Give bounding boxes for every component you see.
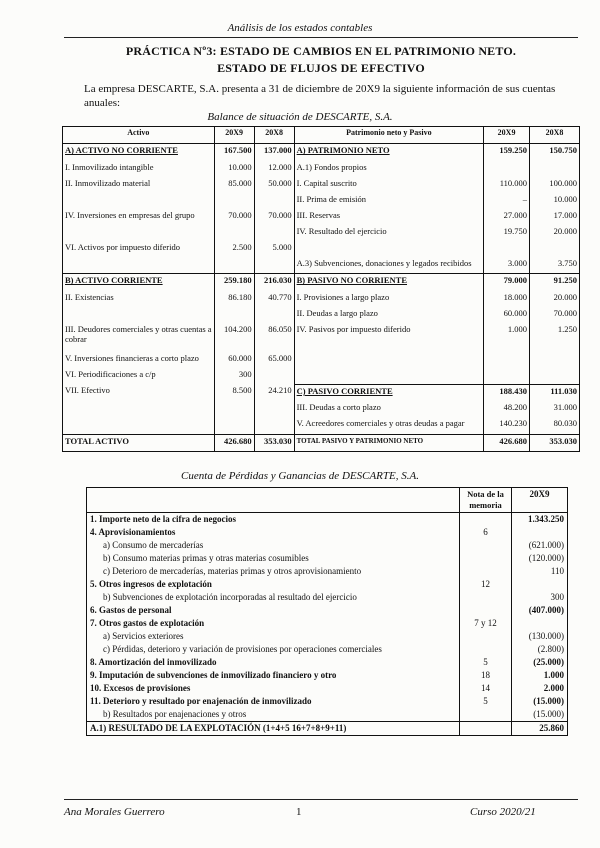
balance-activo-20x9: 70.000: [214, 209, 254, 225]
balance-row: [63, 144, 580, 161]
balance-activo-label: A) ACTIVO NO CORRIENTE: [63, 144, 215, 161]
pyg-row: [87, 695, 568, 708]
pyg-row: [87, 604, 568, 617]
balance-activo-label: [63, 225, 215, 241]
balance-pasivo-20x9: 60.000: [484, 307, 530, 323]
balance-activo-label: IV. Inversiones en empresas del grupo: [63, 209, 215, 225]
balance-row: [63, 161, 580, 177]
pyg-value: (621.000): [528, 540, 564, 550]
pyg-value: (407.000): [528, 605, 564, 615]
pyg-row: [87, 513, 568, 527]
balance-activo-label: [63, 417, 215, 434]
pyg-value: 1.343.250: [528, 514, 564, 524]
balance-activo-20x9: 10.000: [214, 161, 254, 177]
balance-caption: Balance de situación de DESCARTE, S.A.: [207, 111, 393, 123]
pyg-value: [512, 578, 568, 591]
balance-activo-20x9: 2.500: [214, 241, 254, 257]
pyg-row: [87, 669, 568, 682]
balance-activo-20x9: [214, 401, 254, 417]
total-activo-20x9: 426.680: [214, 434, 254, 451]
balance-activo-20x8: 24.210: [254, 384, 294, 401]
header-rule: [64, 37, 578, 38]
balance-activo-label: V. Inversiones financieras a corto plazo: [63, 352, 215, 368]
pyg-nota: [460, 513, 512, 527]
balance-pasivo-label: III. Deudas a corto plazo: [294, 401, 484, 417]
footer-course: Curso 2020/21: [470, 806, 536, 818]
balance-activo-label: [63, 257, 215, 274]
footer-author: Ana Morales Guerrero: [64, 806, 165, 818]
balance-pasivo-20x8: 150.750: [530, 144, 580, 161]
balance-pasivo-20x8: [530, 368, 580, 384]
balance-pasivo-20x9: [484, 161, 530, 177]
balance-row: [63, 241, 580, 257]
balance-activo-label: B) ACTIVO CORRIENTE: [63, 274, 215, 291]
balance-pasivo-20x8: 31.000: [530, 401, 580, 417]
header-pasivo: Patrimonio neto y Pasivo: [294, 127, 484, 144]
balance-pasivo-label: IV. Pasivos por impuesto diferido: [294, 323, 484, 352]
balance-activo-20x8: 137.000: [254, 144, 294, 161]
balance-activo-20x8: 65.000: [254, 352, 294, 368]
balance-pasivo-label: [294, 241, 484, 257]
pyg-value: 300: [550, 592, 564, 602]
balance-pasivo-20x9: [484, 241, 530, 257]
balance-pasivo-20x9: 188.430: [484, 384, 530, 401]
balance-activo-20x8: [254, 257, 294, 274]
total-pasivo-20x9: 426.680: [484, 434, 530, 451]
balance-row: [63, 401, 580, 417]
balance-row: [63, 384, 580, 401]
balance-row: [63, 257, 580, 274]
pyg-row: [87, 643, 568, 656]
pyg-row: [87, 539, 568, 552]
balance-row: [63, 352, 580, 368]
total-pasivo-20x8: 353.030: [530, 434, 580, 451]
balance-pasivo-label: I. Provisiones a largo plazo: [294, 291, 484, 307]
balance-pasivo-20x8: 91.250: [530, 274, 580, 291]
balance-activo-label: [63, 401, 215, 417]
balance-pasivo-label: A.3) Subvenciones, donaciones y legados recibidos: [294, 257, 484, 274]
balance-activo-label: VI. Activos por impuesto diferido: [63, 241, 215, 257]
balance-pasivo-20x8: 80.030: [530, 417, 580, 434]
pyg-value: 110: [550, 566, 564, 576]
balance-pasivo-20x9: [484, 368, 530, 384]
balance-pasivo-label: B) PASIVO NO CORRIENTE: [294, 274, 484, 291]
pyg-concept: 5. Otros ingresos de explotación: [90, 579, 212, 589]
balance-pasivo-20x8: [530, 352, 580, 368]
header-activo: Activo: [63, 127, 215, 144]
pyg-nota: [460, 643, 512, 656]
pyg-value: 2.000: [543, 683, 564, 693]
balance-pasivo-label: IV. Resultado del ejercicio: [294, 225, 484, 241]
balance-activo-20x8: [254, 225, 294, 241]
pyg-nota: [460, 539, 512, 552]
balance-activo-20x8: 5.000: [254, 241, 294, 257]
balance-activo-label: VII. Efectivo: [63, 384, 215, 401]
balance-activo-20x9: 259.180: [214, 274, 254, 291]
balance-pasivo-20x9: 48.200: [484, 401, 530, 417]
balance-pasivo-label: II. Deudas a largo plazo: [294, 307, 484, 323]
balance-pasivo-label: V. Acreedores comerciales y otras deudas a pagar: [294, 417, 484, 434]
pyg-value: (120.000): [528, 553, 564, 563]
balance-activo-20x8: 216.030: [254, 274, 294, 291]
balance-activo-20x9: [214, 417, 254, 434]
balance-pasivo-20x9: 27.000: [484, 209, 530, 225]
pyg-nota: 5: [460, 656, 512, 669]
intro-paragraph: La empresa DESCARTE, S.A. presenta a 31 de diciembre de 20X9 la siguiente información de sus cuentas anuales:: [84, 83, 556, 109]
pyg-value: (15.000): [533, 696, 564, 706]
pyg-concept: 6. Gastos de personal: [90, 605, 172, 615]
pyg-concept: a) Consumo de mercaderías: [103, 540, 204, 550]
footer-page-number: 1: [296, 806, 302, 818]
balance-pasivo-label: A.1) Fondos propios: [294, 161, 484, 177]
income-statement-table: [86, 487, 568, 736]
total-activo-label: TOTAL ACTIVO: [63, 434, 215, 451]
balance-activo-20x8: [254, 193, 294, 209]
pyg-nota: 18: [460, 669, 512, 682]
balance-activo-20x8: 12.000: [254, 161, 294, 177]
header-activo-20x9: 20X9: [214, 127, 254, 144]
pyg-row: [87, 552, 568, 565]
balance-pasivo-20x9: 110.000: [484, 177, 530, 193]
pyg-header-row: [87, 488, 568, 513]
balance-pasivo-20x8: 70.000: [530, 307, 580, 323]
balance-pasivo-20x8: [530, 161, 580, 177]
pyg-nota: [460, 630, 512, 643]
pyg-result-nota: [460, 722, 512, 736]
pyg-concept: 9. Imputación de subvenciones de inmovilizado financiero y otro: [90, 670, 337, 680]
balance-pasivo-20x9: 159.250: [484, 144, 530, 161]
pyg-concept: 11. Deterioro y resultado por enajenación de inmovilizado: [90, 696, 312, 706]
balance-activo-20x8: 40.770: [254, 291, 294, 307]
balance-pasivo-20x9: 140.230: [484, 417, 530, 434]
pyg-nota: [460, 604, 512, 617]
balance-pasivo-label: C) PASIVO CORRIENTE: [294, 384, 484, 401]
balance-pasivo-20x8: 17.000: [530, 209, 580, 225]
balance-activo-label: I. Inmovilizado intangible: [63, 161, 215, 177]
pyg-concept: a) Servicios exteriores: [103, 631, 184, 641]
balance-activo-20x9: 104.200: [214, 323, 254, 352]
pyg-header-nota: Nota de la memoria: [460, 488, 512, 513]
pyg-row: [87, 578, 568, 591]
total-activo-20x8: 353.030: [254, 434, 294, 451]
pyg-row: [87, 526, 568, 539]
pyg-concept: 7. Otros gastos de explotación: [90, 618, 205, 628]
balance-activo-20x8: 86.050: [254, 323, 294, 352]
pyg-row: [87, 682, 568, 695]
balance-pasivo-label: I. Capital suscrito: [294, 177, 484, 193]
pyg-nota: 6: [460, 526, 512, 539]
pyg-value: (130.000): [528, 631, 564, 641]
balance-row: [63, 368, 580, 384]
balance-row: [63, 193, 580, 209]
balance-row: [63, 274, 580, 291]
balance-activo-20x9: 86.180: [214, 291, 254, 307]
balance-activo-20x9: 167.500: [214, 144, 254, 161]
balance-pasivo-20x9: 3.000: [484, 257, 530, 274]
pyg-value: [512, 617, 568, 630]
balance-activo-label: II. Existencias: [63, 291, 215, 307]
balance-row: [63, 291, 580, 307]
balance-row: [63, 177, 580, 193]
pyg-value: (2.800): [537, 644, 564, 654]
balance-activo-label: II. Inmovilizado material: [63, 177, 215, 193]
pyg-concept: c) Deterioro de mercaderías, materias primas y otros aprovisionamiento: [103, 566, 362, 576]
balance-activo-20x8: [254, 417, 294, 434]
practice-subtitle: ESTADO DE FLUJOS DE EFECTIVO: [217, 61, 425, 75]
pyg-concept: 10. Excesos de provisiones: [90, 683, 191, 693]
balance-total-row: [63, 434, 580, 451]
total-pasivo-label: TOTAL PASIVO Y PATRIMONIO NETO: [294, 434, 484, 451]
pyg-concept: b) Consumo materias primas y otras materias cosumibles: [103, 553, 309, 563]
balance-activo-20x9: [214, 193, 254, 209]
pyg-row: [87, 708, 568, 722]
balance-pasivo-20x9: 1.000: [484, 323, 530, 352]
balance-pasivo-label: [294, 368, 484, 384]
practice-title: PRÁCTICA Nº3: ESTADO DE CAMBIOS EN EL PATRIMONIO NETO.: [125, 44, 517, 58]
pyg-result-row: [87, 722, 568, 736]
pyg-nota: 5: [460, 695, 512, 708]
pyg-row: [87, 656, 568, 669]
balance-activo-label: [63, 307, 215, 323]
pyg-header-concept: [87, 488, 460, 513]
balance-activo-20x9: 85.000: [214, 177, 254, 193]
pyg-nota: 7 y 12: [460, 617, 512, 630]
pyg-result-value: 25.860: [512, 722, 568, 736]
pyg-row: [87, 565, 568, 578]
balance-pasivo-label: III. Reservas: [294, 209, 484, 225]
balance-activo-20x8: 50.000: [254, 177, 294, 193]
pyg-concept: b) Subvenciones de explotación incorporadas al resultado del ejercicio: [103, 592, 357, 602]
balance-activo-20x9: 60.000: [214, 352, 254, 368]
pyg-result-label: A.1) RESULTADO DE LA EXPLOTACIÓN (1+4+5 16+7+8+9+11): [87, 722, 460, 736]
balance-header-row: [63, 127, 580, 144]
balance-row: [63, 323, 580, 352]
pyg-value: (25.000): [533, 657, 564, 667]
balance-pasivo-label: [294, 352, 484, 368]
balance-pasivo-20x9: 19.750: [484, 225, 530, 241]
balance-activo-20x9: 300: [214, 368, 254, 384]
pyg-nota: 12: [460, 578, 512, 591]
balance-row: [63, 417, 580, 434]
balance-activo-20x8: [254, 307, 294, 323]
header-activo-20x8: 20X8: [254, 127, 294, 144]
pyg-concept: 4. Aprovisionamientos: [90, 527, 176, 537]
balance-pasivo-20x8: 111.030: [530, 384, 580, 401]
balance-activo-20x9: [214, 225, 254, 241]
balance-activo-20x8: [254, 401, 294, 417]
balance-activo-20x9: [214, 257, 254, 274]
pyg-concept: 8. Amortización del inmovilizado: [90, 657, 217, 667]
balance-activo-20x8: 70.000: [254, 209, 294, 225]
balance-activo-label: III. Deudores comerciales y otras cuentas a cobrar: [63, 323, 215, 352]
pyg-value: [512, 526, 568, 539]
balance-pasivo-20x8: 10.000: [530, 193, 580, 209]
balance-activo-20x8: [254, 368, 294, 384]
balance-pasivo-20x9: [484, 352, 530, 368]
pyg-nota: [460, 591, 512, 604]
balance-row: [63, 209, 580, 225]
pyg-nota: [460, 565, 512, 578]
balance-activo-20x9: 8.500: [214, 384, 254, 401]
balance-pasivo-20x8: 3.750: [530, 257, 580, 274]
balance-pasivo-20x8: [530, 241, 580, 257]
pyg-concept: c) Pérdidas, deterioro y variación de provisiones por operaciones comerciales: [103, 644, 382, 654]
balance-pasivo-20x8: 100.000: [530, 177, 580, 193]
header-pasivo-20x8: 20X8: [530, 127, 580, 144]
pyg-concept: b) Resultados por enajenaciones y otros: [103, 709, 247, 719]
balance-row: [63, 225, 580, 241]
pyg-nota: [460, 552, 512, 565]
pyg-row: [87, 617, 568, 630]
footer-rule: [64, 799, 578, 800]
balance-sheet-table: [62, 126, 580, 452]
balance-pasivo-20x8: 20.000: [530, 225, 580, 241]
balance-pasivo-20x9: –: [484, 193, 530, 209]
pyg-row: [87, 630, 568, 643]
pyg-row: [87, 591, 568, 604]
pyg-caption: Cuenta de Pérdidas y Ganancias de DESCARTE, S.A.: [181, 470, 419, 482]
balance-pasivo-label: II. Prima de emisión: [294, 193, 484, 209]
balance-pasivo-20x9: 79.000: [484, 274, 530, 291]
pyg-value: (15.000): [533, 709, 564, 719]
balance-activo-label: VI. Periodificaciones a c/p: [63, 368, 215, 384]
running-header: Análisis de los estados contables: [227, 22, 373, 34]
balance-activo-20x9: [214, 307, 254, 323]
pyg-nota: [460, 708, 512, 722]
balance-pasivo-20x9: 18.000: [484, 291, 530, 307]
pyg-concept: 1. Importe neto de la cifra de negocios: [90, 514, 236, 524]
balance-row: [63, 307, 580, 323]
header-pasivo-20x9: 20X9: [484, 127, 530, 144]
pyg-nota: 14: [460, 682, 512, 695]
balance-activo-label: [63, 193, 215, 209]
pyg-header-year: 20X9: [512, 488, 568, 513]
balance-pasivo-20x8: 1.250: [530, 323, 580, 352]
pyg-value: 1.000: [543, 670, 564, 680]
balance-pasivo-label: A) PATRIMONIO NETO: [294, 144, 484, 161]
balance-pasivo-20x8: 20.000: [530, 291, 580, 307]
